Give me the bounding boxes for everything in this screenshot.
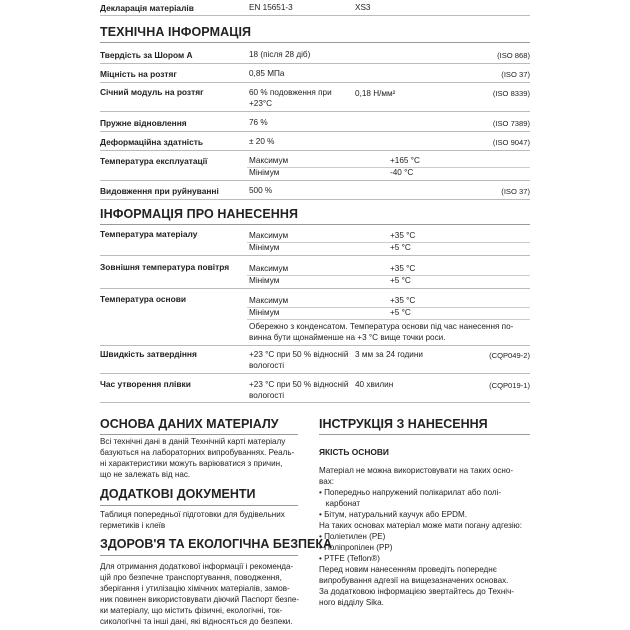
divider: [100, 111, 530, 112]
material-temp-max: +35 °C: [390, 231, 416, 240]
divider: [100, 555, 298, 556]
material-temp-label: Температура матеріалу: [100, 229, 198, 239]
skin-cond-line2: вологості: [249, 391, 285, 400]
basis-line: ні характеристики можуть варіюватися з причин,: [100, 459, 283, 468]
tech-heading: ТЕХНІЧНА ІНФОРМАЦІЯ: [100, 25, 252, 39]
ambient-temp-min-label: Мінімум: [249, 276, 280, 285]
substrate-quality-subheading: ЯКІСТЬ ОСНОВИ: [319, 447, 389, 457]
substrate-temp-label: Температура основи: [100, 294, 187, 304]
tensile-label: Міцність на розтяг: [100, 69, 177, 79]
instructions-line: • Бітум, натуральний каучук або EPDM.: [319, 510, 468, 519]
substrate-temp-min-label: Мінімум: [249, 308, 280, 317]
cure-label: Швидкість затвердіння: [100, 349, 197, 359]
elongation-label: Видовження при руйнуванні: [100, 186, 219, 196]
safety-text: [100, 561, 299, 627]
basis-line: Всі технічні дані в даній Технічній карті матеріалу: [100, 437, 286, 446]
instructions-line: • PTFE (Teflon®): [319, 554, 380, 563]
instructions-line: карбонат: [319, 499, 361, 508]
substrate-note-line1: Обережно з конденсатом. Температура основи під час нанесення по-: [249, 322, 514, 331]
safety-line: сикологічні та інші дані, які відносяться до безпеки.: [100, 617, 293, 626]
divider: [247, 307, 530, 308]
ambient-temp-max: +35 °C: [390, 264, 416, 273]
divider: [100, 42, 530, 43]
safety-line: зберігання і утилізацію хімічних матеріалів, замов-: [100, 584, 290, 593]
skin-label: Час утворення плівки: [100, 379, 191, 389]
service-temp-max: +165 °C: [390, 156, 420, 165]
divider: [247, 275, 530, 276]
safety-line: ки матеріалу, що містить фізичні, екологічні, ток-: [100, 606, 283, 615]
elastic-label: Пружне відновлення: [100, 118, 187, 128]
secant-std: (ISO 8339): [492, 89, 530, 98]
service-temp-label: Температура експлуатації: [100, 156, 208, 166]
elongation-std: (ISO 37): [501, 187, 530, 196]
deform-label: Деформаційна здатність: [100, 137, 204, 147]
divider: [100, 150, 530, 151]
divider: [100, 505, 298, 506]
instructions-text: [319, 465, 522, 608]
instructions-line: За додатковою інформацією звертайтесь до Техніч-: [319, 587, 515, 596]
cure-cond-line1: +23 °C при 50 % відносній: [249, 350, 349, 359]
instructions-heading: ІНСТРУКЦІЯ З НАНЕСЕННЯ: [319, 417, 488, 431]
divider: [100, 373, 530, 374]
divider: [247, 167, 530, 168]
instructions-line: випробування адгезії на вищезазначених основах.: [319, 576, 509, 585]
instructions-line: • Поліпропілен (PP): [319, 543, 393, 552]
instructions-line: Перед новим нанесенням проведіть попереднє: [319, 565, 497, 574]
hardness-label: Твердість за Шором А: [100, 50, 193, 60]
basis-text: [100, 436, 294, 480]
instructions-line: вах:: [319, 477, 335, 486]
material-temp-min: +5 °C: [390, 243, 411, 252]
instructions-line: • Поліетилен (PE): [319, 532, 386, 541]
divider: [100, 199, 530, 200]
cure-cond-line2: вологості: [249, 361, 285, 370]
divider: [100, 63, 530, 64]
material-temp-max-label: Максимум: [249, 231, 289, 240]
ambient-temp-min: +5 °C: [390, 276, 411, 285]
material-temp-min-label: Мінімум: [249, 243, 280, 252]
cure-std: (CQP049-2): [489, 351, 530, 360]
cure-value: 3 мм за 24 години: [355, 350, 423, 359]
divider: [100, 255, 530, 256]
ambient-temp-label: Зовнішня температура повітря: [100, 262, 230, 272]
divider: [100, 434, 298, 435]
service-temp-min-label: Мінімум: [249, 168, 280, 177]
divider: [247, 242, 530, 243]
instructions-line: • Попередньо напружений полікарилат або полі-: [319, 488, 502, 497]
substrate-note-line2: винна бути щонайменше на +3 °C вище точки роси.: [249, 333, 446, 342]
elongation-value: 500 %: [249, 186, 273, 195]
safety-line: Для отримання додаткової інформації і рекоменда-: [100, 562, 294, 571]
docs-heading: ДОДАТКОВІ ДОКУМЕНТИ: [100, 487, 256, 501]
declaration-value: EN 15651-3: [249, 3, 293, 12]
instructions-line: ного відділу Sika.: [319, 598, 384, 607]
hardness-std: (ISO 868): [497, 51, 530, 60]
divider: [100, 224, 530, 225]
deform-value: ± 20 %: [249, 137, 275, 146]
elastic-value: 76 %: [249, 118, 268, 127]
divider: [100, 15, 530, 16]
substrate-temp-min: +5 °C: [390, 308, 411, 317]
divider: [100, 131, 530, 132]
divider: [319, 434, 530, 435]
docs-line: Таблиця попередньої підготовки для будівельних: [100, 510, 285, 519]
docs-text: [100, 509, 285, 531]
secant-value-line1: 60 % подовження при: [249, 88, 332, 97]
hardness-value: 18 (після 28 діб): [249, 50, 311, 59]
instructions-line: Матеріал не можна використовувати на таких осно-: [319, 466, 514, 475]
substrate-temp-max: +35 °C: [390, 296, 416, 305]
divider: [100, 288, 530, 289]
safety-line: ник повинен використовувати діючий Паспорт безпе-: [100, 595, 300, 604]
divider: [100, 402, 530, 403]
divider: [100, 345, 530, 346]
skin-cond-line1: +23 °C при 50 % відносній: [249, 380, 349, 389]
instructions-line: На таких основах матеріал може мати погану адгезію:: [319, 521, 522, 530]
safety-line: цій про безпечне транспортування, поводження,: [100, 573, 282, 582]
app-heading: ІНФОРМАЦІЯ ПРО НАНЕСЕННЯ: [100, 207, 299, 221]
secant-value-line2: +23°C: [249, 99, 273, 108]
tensile-value: 0,85 МПа: [249, 69, 285, 78]
safety-heading: ЗДОРОВ'Я ТА ЕКОЛОГІЧНА БЕЗПЕКА: [100, 537, 333, 551]
declaration-code: XS3: [355, 3, 371, 12]
docs-line: герметиків і клеїв: [100, 521, 166, 530]
secant-label: Січний модуль на розтяг: [100, 87, 204, 97]
divider: [100, 180, 530, 181]
substrate-temp-max-label: Максимум: [249, 296, 289, 305]
tensile-std: (ISO 37): [501, 70, 530, 79]
skin-std: (CQP019-1): [489, 381, 530, 390]
basis-heading: ОСНОВА ДАНИХ МАТЕРІАЛУ: [100, 417, 279, 431]
basis-line: базуються на лабораторних випробуваннях. Реаль-: [100, 448, 295, 457]
divider: [100, 82, 530, 83]
declaration-label: Декларація матеріалів: [100, 3, 194, 13]
service-temp-min: -40 °C: [390, 168, 414, 177]
ambient-temp-max-label: Максимум: [249, 264, 289, 273]
basis-line: що не залежать від нас.: [100, 470, 191, 479]
skin-value: 40 хвилин: [355, 380, 394, 389]
elastic-std: (ISO 7389): [492, 119, 530, 128]
service-temp-max-label: Максимум: [249, 156, 289, 165]
secant-value2: 0,18 Н/мм²: [355, 89, 396, 98]
deform-std: (ISO 9047): [492, 138, 530, 147]
divider: [247, 319, 530, 320]
